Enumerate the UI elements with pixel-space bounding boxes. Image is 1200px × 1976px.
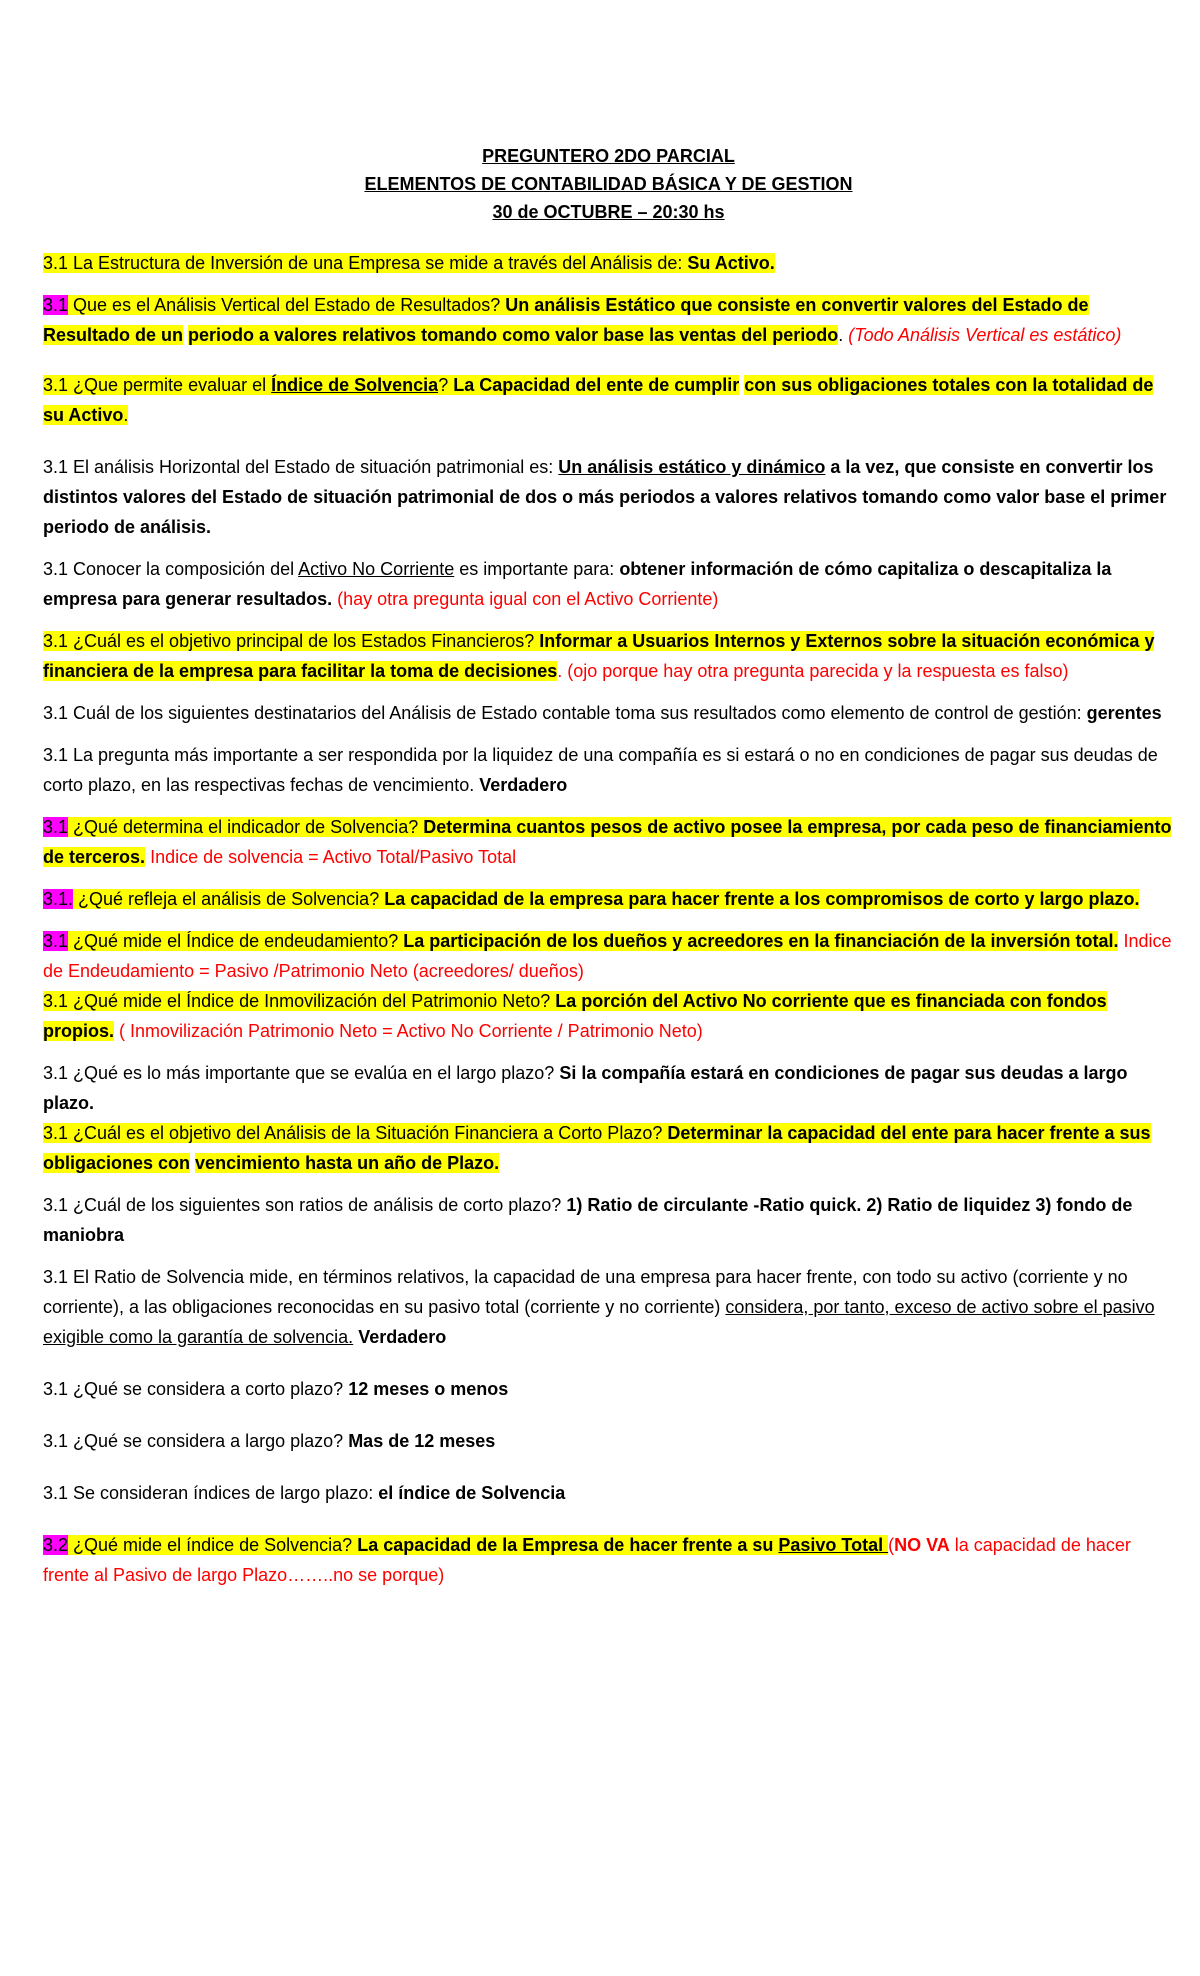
question-item: [43, 554, 1174, 614]
question-segment: La porción del Activo No corriente que es financiada con fondos propios.: [43, 991, 1107, 1041]
question-segment: Índice de Solvencia: [271, 375, 439, 395]
question-segment: Si la compañía estará en condiciones de pagar sus deudas a largo plazo.: [43, 1063, 1128, 1113]
question-item: [43, 1530, 1174, 1590]
question-segment: (hay otra pregunta igual con el Activo Corriente): [332, 589, 719, 609]
question-segment: vencimiento hasta un año de Plazo.: [195, 1153, 500, 1173]
question-segment: 3.1 ¿Qué es lo más importante que se evalúa en el largo plazo?: [43, 1063, 560, 1083]
question-segment: Determina cuantos pesos de activo posee la empresa, por cada peso de financiamiento de terceros.: [43, 817, 1172, 867]
question-segment: considera, por tanto, exceso de activo sobre el pasivo exigible como la garantía de solvencia.: [43, 1297, 1155, 1347]
header-title: PREGUNTERO 2DO PARCIAL: [482, 146, 735, 166]
question-item: [43, 1058, 1174, 1118]
question-segment: . (ojo porque hay otra pregunta parecida y la respuesta es falso): [557, 661, 1069, 681]
question-item: [43, 986, 1174, 1046]
question-segment: Determinar la capacidad del ente para hacer frente a sus obligaciones con: [43, 1123, 1151, 1173]
question-segment: ?: [438, 375, 454, 395]
question-segment: ¿Qué mide el Índice de endeudamiento?: [68, 931, 404, 951]
question-segment: ( Inmovilización Patrimonio Neto = Activo No Corriente / Patrimonio Neto): [114, 1021, 703, 1041]
question-segment: 3.2: [43, 1535, 69, 1555]
question-segment: es importante para:: [454, 559, 620, 579]
question-segment: el índice de Solvencia: [378, 1483, 566, 1503]
question-segment: 3.1 El Ratio de Solvencia mide, en términos relativos, la capacidad de una empresa para hacer frente, con todo su activo (corriente y no corriente), a las obligaciones reconocidas en su pasivo total (corriente y no corriente): [43, 1267, 1128, 1317]
question-segment: Mas de 12 meses: [348, 1431, 496, 1451]
question-segment: 3.1 El análisis Horizontal del Estado de situación patrimonial es:: [43, 457, 559, 477]
question-segment: ¿Qué determina el indicador de Solvencia?: [68, 817, 424, 837]
question-segment: 3.1 Cuál de los siguientes destinatarios del Análisis de Estado contable toma sus resultados como elemento de control de gestión:: [43, 703, 1087, 723]
question-segment: 3.1 ¿Cuál de los siguientes son ratios de análisis de corto plazo?: [43, 1195, 567, 1215]
question-segment: a la vez, que consiste en convertir los distintos valores del Estado de situación patrimonial de dos o más periodos a valores relativos tomando como valor base el primer periodo de análisis.: [43, 457, 1167, 537]
question-item: [43, 452, 1174, 542]
question-segment: 3.1 La Estructura de Inversión de una Empresa se mide a través del Análisis de:: [43, 253, 688, 273]
document-header: [43, 142, 1174, 226]
question-segment: Activo No Corriente: [298, 559, 455, 579]
question-segment: La capacidad de la Empresa de hacer frente a su: [357, 1535, 779, 1555]
question-segment: Verdadero: [479, 775, 568, 795]
question-segment: 3.1: [43, 931, 69, 951]
question-segment: obtener información de cómo capitaliza o descapitaliza la empresa para generar resultados.: [43, 559, 1112, 609]
question-segment: La Capacidad del ente de cumplir: [453, 375, 740, 395]
question-segment: 3.1 La pregunta más importante a ser respondida por la liquidez de una compañía es si estará o no en condiciones de pagar sus deudas de corto plazo, en las respectivas fechas de vencimiento.: [43, 745, 1158, 795]
question-segment: Indice de solvencia = Activo Total/Pasivo Total: [145, 847, 517, 867]
question-segment: 3.1 Conocer la composición del: [43, 559, 299, 579]
question-segment: .: [838, 325, 849, 345]
question-segment: 3.1 ¿Que permite evaluar el: [43, 375, 272, 395]
question-segment: 3.1 ¿Qué se considera a largo plazo?: [43, 1431, 349, 1451]
question-segment: periodo a valores relativos tomando como valor base las ventas del periodo: [188, 325, 839, 345]
question-segment: con sus obligaciones totales con la totalidad de su Activo: [43, 375, 1154, 425]
question-item: [43, 1374, 1174, 1404]
question-item: [43, 248, 1174, 278]
question-segment: gerentes: [1086, 703, 1162, 723]
question-segment: La capacidad de la empresa para hacer frente a los compromisos de corto y largo plazo.: [384, 889, 1140, 909]
question-item: [43, 370, 1174, 430]
question-segment: ¿Qué refleja el análisis de Solvencia?: [73, 889, 385, 909]
question-segment: Que es el Análisis Vertical del Estado de Resultados?: [68, 295, 506, 315]
question-segment: 3.1: [43, 295, 69, 315]
question-item: [43, 740, 1174, 800]
header-date: 30 de OCTUBRE – 20:30 hs: [492, 202, 725, 222]
question-segment: 3.1 ¿Cuál es el objetivo del Análisis de la Situación Financiera a Corto Plazo?: [43, 1123, 668, 1143]
question-segment: 3.1: [43, 817, 69, 837]
question-segment: 3.1 ¿Qué mide el Índice de Inmovilización del Patrimonio Neto?: [43, 991, 556, 1011]
question-segment: 3.1.: [43, 889, 74, 909]
question-segment: .: [123, 405, 129, 425]
question-item: [43, 290, 1174, 350]
question-item: [43, 1262, 1174, 1352]
question-segment: 3.1 ¿Cuál es el objetivo principal de los Estados Financieros?: [43, 631, 540, 651]
question-item: [43, 1118, 1174, 1178]
question-item: [43, 1190, 1174, 1250]
question-segment: Verdadero: [358, 1327, 447, 1347]
question-item: [43, 884, 1174, 914]
question-segment: NO VA: [894, 1535, 950, 1555]
question-segment: Su Activo.: [687, 253, 775, 273]
question-segment: la capacidad de hacer frente al Pasivo de largo Plazo……..no se porque): [43, 1535, 1131, 1585]
question-item: [43, 626, 1174, 686]
question-segment: Un análisis Estático que consiste en convertir valores del Estado de Resultado de un: [43, 295, 1089, 345]
question-list: [43, 248, 1174, 1590]
question-segment: Indice de Endeudamiento = Pasivo /Patrimonio Neto (acreedores/ dueños): [43, 931, 1172, 981]
question-item: [43, 1478, 1174, 1508]
question-segment: (: [888, 1535, 895, 1555]
question-segment: 3.1 ¿Qué se considera a corto plazo?: [43, 1379, 349, 1399]
question-segment: Un análisis estático y dinámico: [558, 457, 826, 477]
question-segment: 1) Ratio de circulante -Ratio quick. 2) Ratio de liquidez 3) fondo de maniobra: [43, 1195, 1133, 1245]
question-item: [43, 1426, 1174, 1456]
question-segment: 3.1 Se consideran índices de largo plazo:: [43, 1483, 379, 1503]
question-segment: Informar a Usuarios Internos y Externos sobre la situación económica y financiera de la empresa para facilitar la toma de decisiones: [43, 631, 1155, 681]
question-item: [43, 698, 1174, 728]
question-item: [43, 926, 1174, 986]
question-item: [43, 812, 1174, 872]
header-subject: ELEMENTOS DE CONTABILIDAD BÁSICA Y DE GESTION: [364, 174, 853, 194]
question-segment: ¿Qué mide el índice de Solvencia?: [68, 1535, 358, 1555]
question-segment: 12 meses o menos: [348, 1379, 509, 1399]
question-segment: La participación de los dueños y acreedores en la financiación de la inversión total.: [403, 931, 1119, 951]
question-segment: (Todo Análisis Vertical es estático): [848, 325, 1122, 345]
question-segment: Pasivo Total: [778, 1535, 889, 1555]
